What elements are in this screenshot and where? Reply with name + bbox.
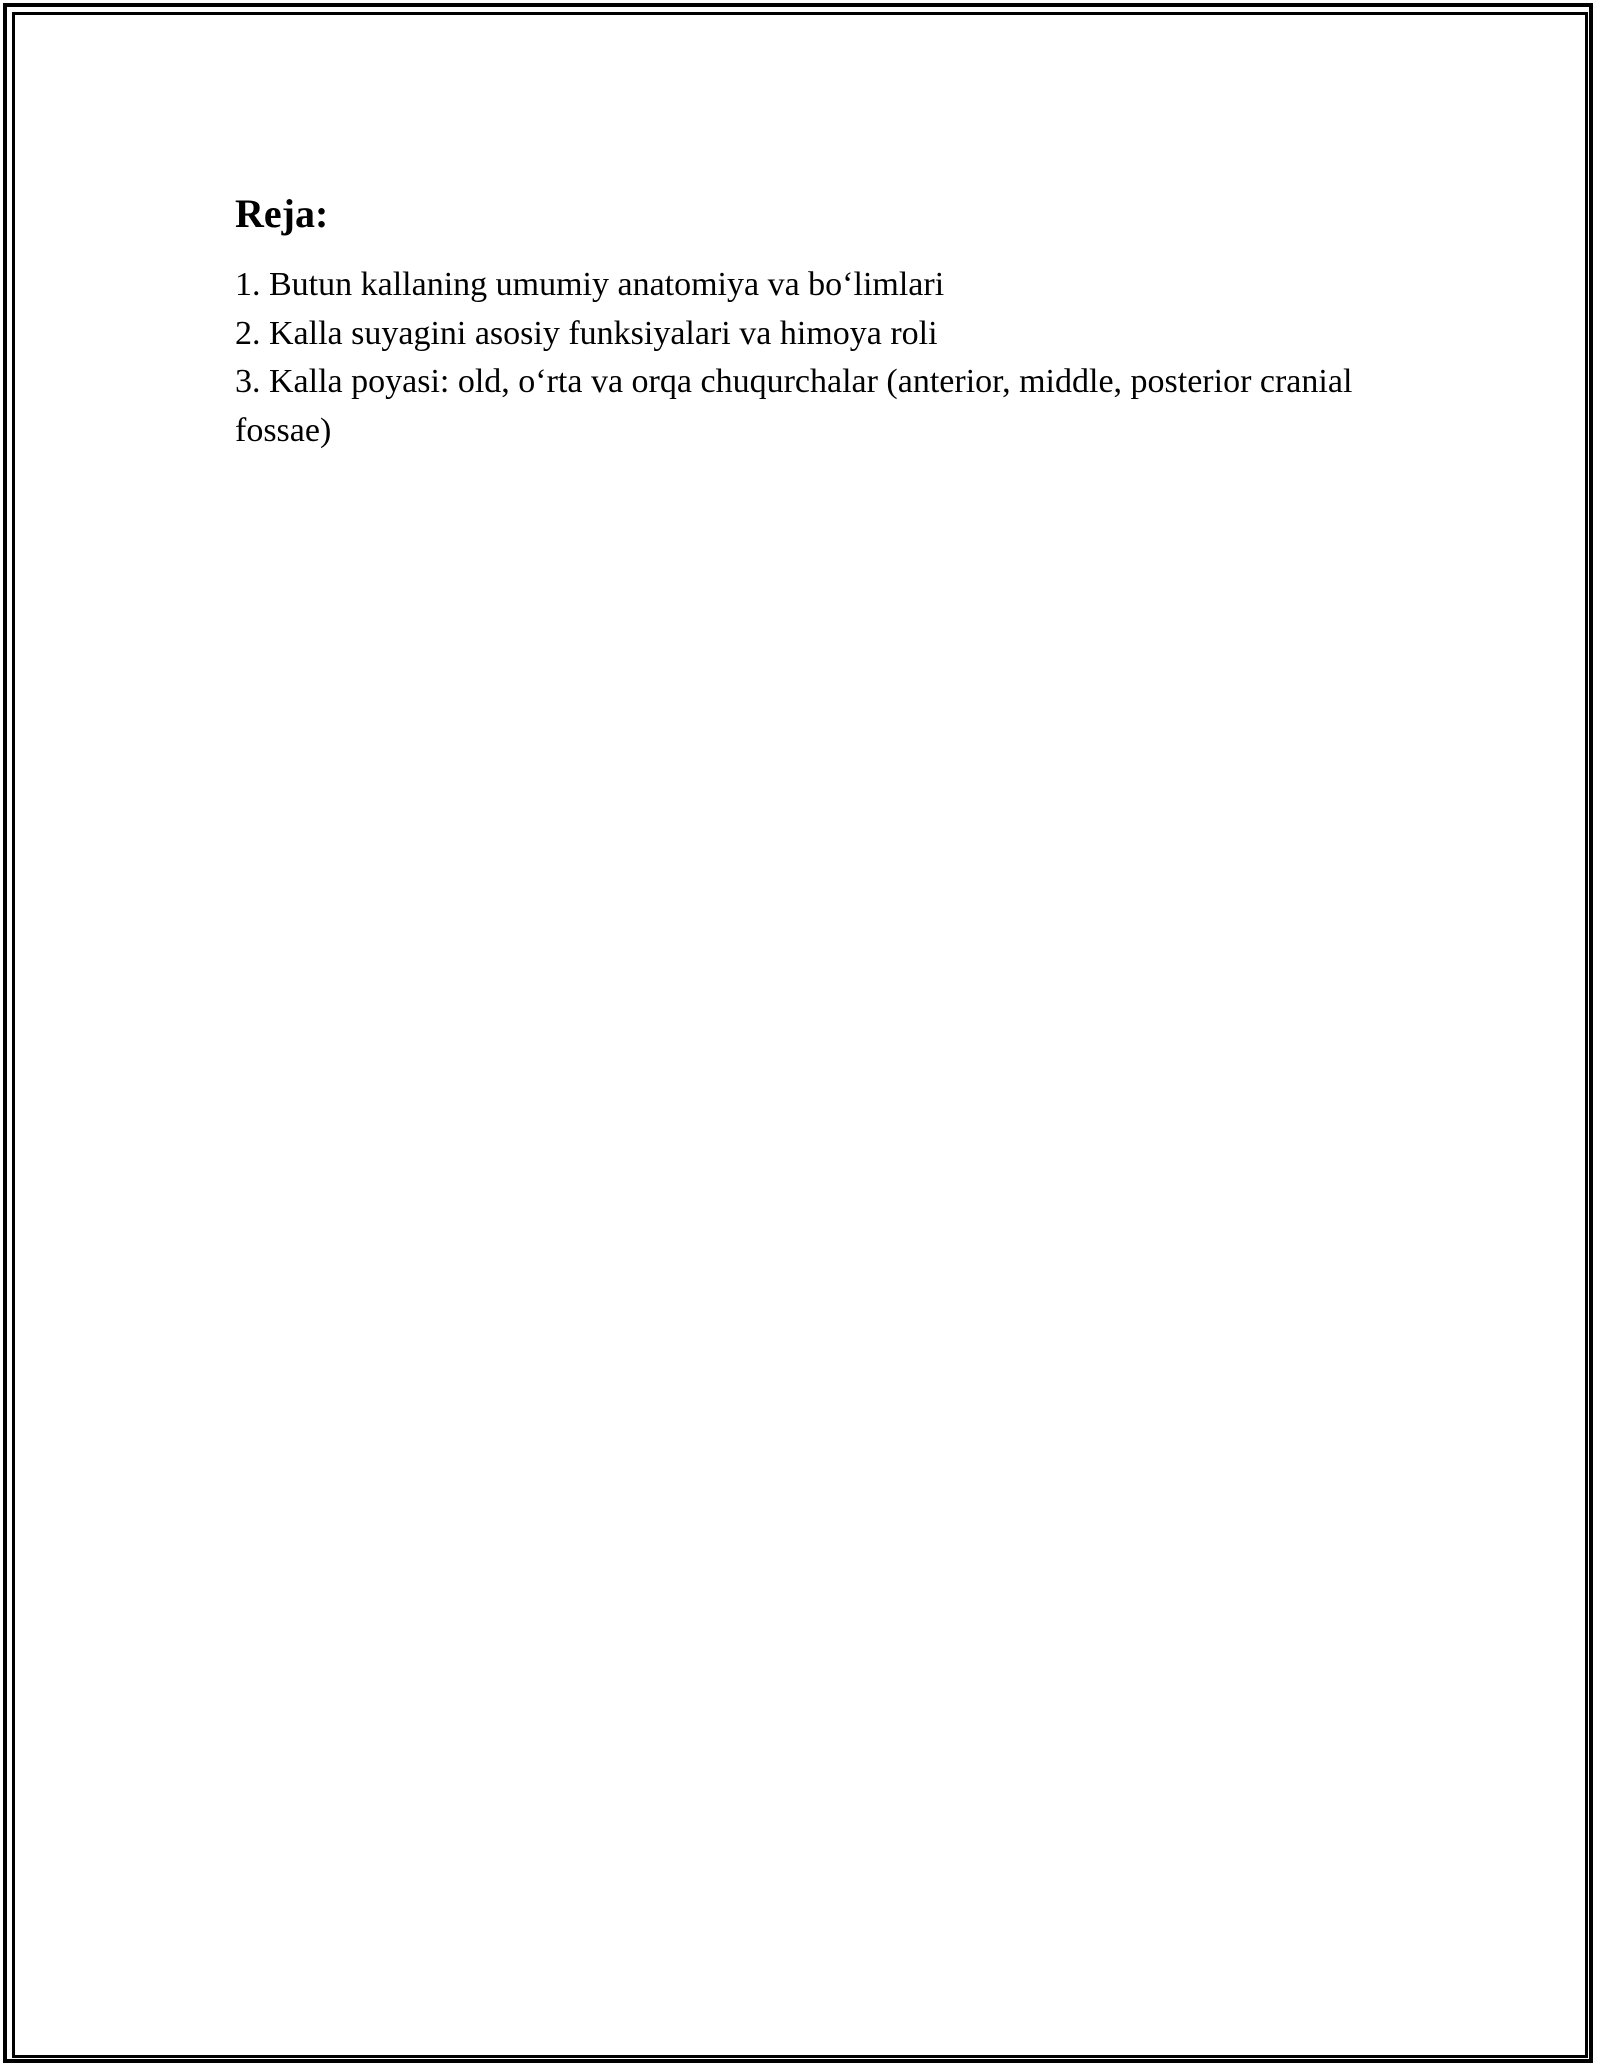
- plan-item-3: 3. Kalla poyasi: old, o‘rta va orqa chuqurchalar (anterior, middle, posterior cranial fossae): [235, 363, 1353, 449]
- plan-heading: Reja:: [235, 191, 329, 236]
- plan-item-1: 1. Butun kallaning umumiy anatomiya va bo‘limlari: [235, 266, 945, 303]
- plan-item-2: 2. Kalla suyagini asosiy funksiyalari va himoya roli: [235, 314, 938, 352]
- plan-list: [235, 261, 1355, 455]
- document-content: [235, 185, 1355, 455]
